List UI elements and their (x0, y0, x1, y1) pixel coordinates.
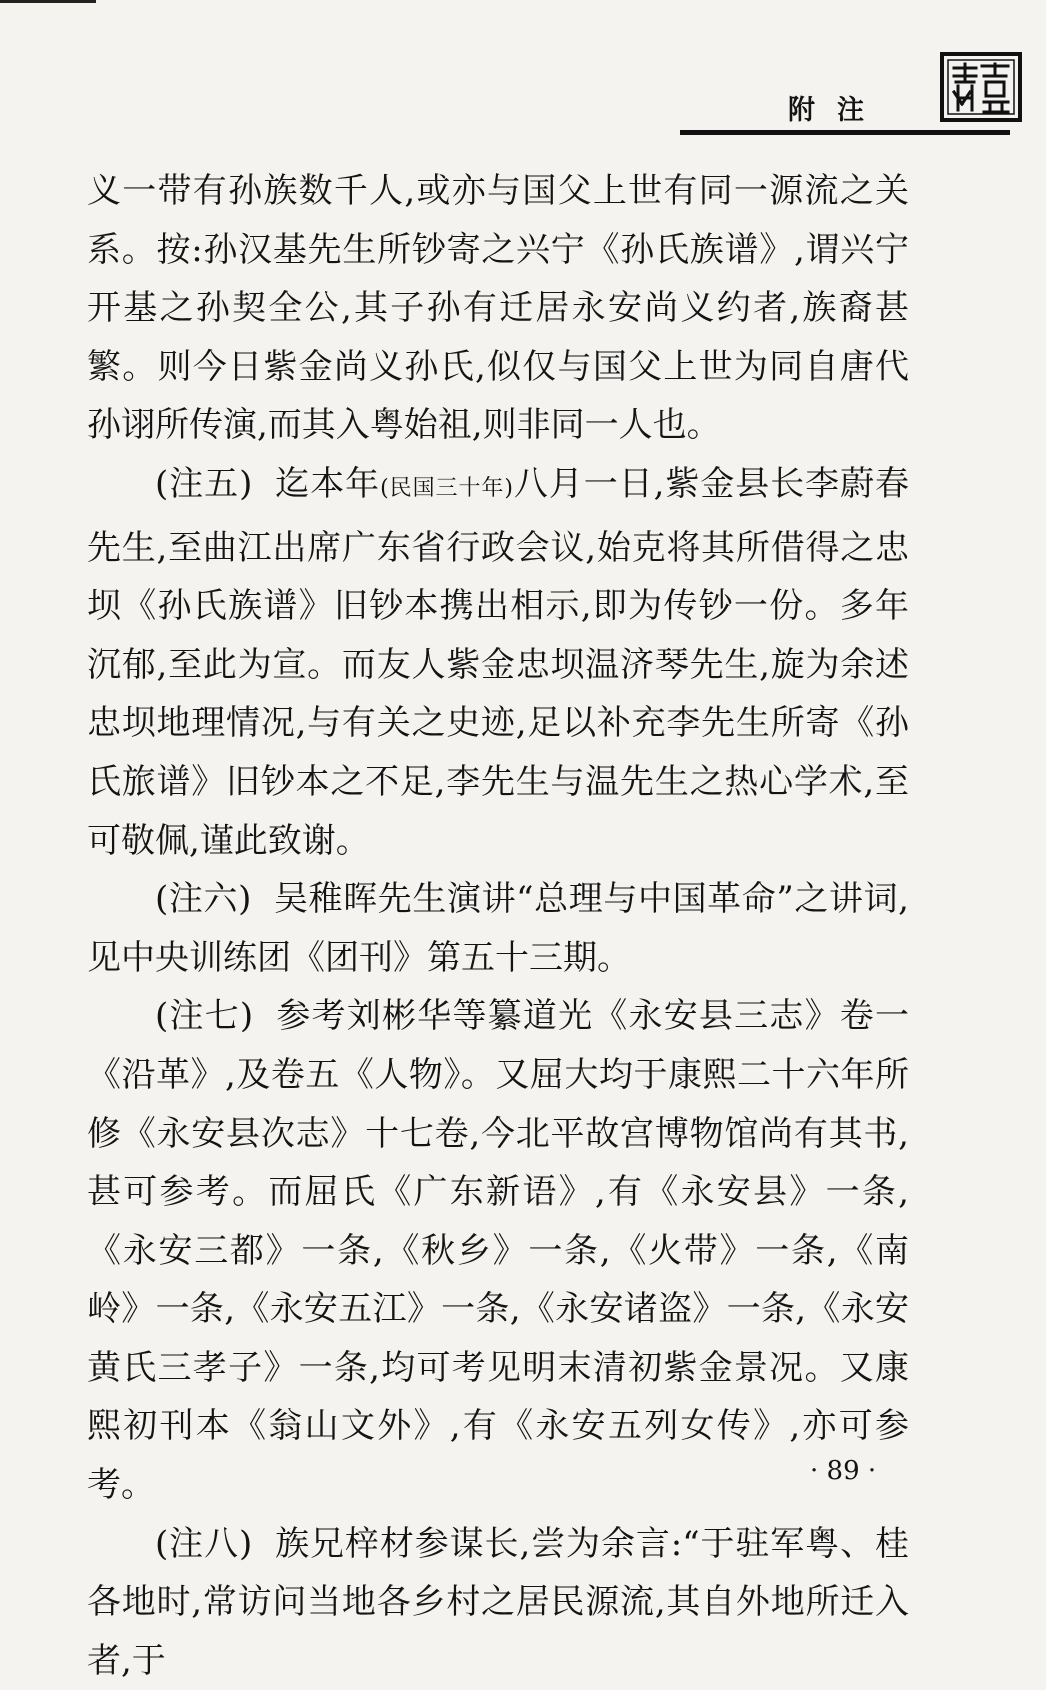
header-rule (680, 130, 1010, 135)
running-header-title: 附注 (788, 95, 886, 126)
note-text: 族兄梓材参谋长,尝为余言:“于驻军粤、桂各地时,常访问当地各乡村之居民源流,其自外地所迁入者,于 (87, 1523, 909, 1681)
top-left-rule (0, 0, 96, 3)
note-5 (87, 455, 909, 870)
note-6 (87, 870, 909, 987)
note-text: 八月一日,紫金县长李蔚春先生,至曲江出席广东省行政会议,始克将其所借得之忠坝《孙氏族谱》旧钞本携出相示,即为传钞一份。多年沉郁,至此为宣。而友人紫金忠坝温济琴先生,旋为余述忠坝地理情况,与有关之史迹,足以补充李先生所寄《孙氏旅谱》旧钞本之不足,李先生与温先生之热心学术,至可敬佩,谨此致谢。 (87, 463, 910, 861)
note-label: (注七) (155, 996, 254, 1037)
seal-logo (940, 52, 1022, 122)
note-label: (注六) (155, 879, 252, 920)
note-8 (87, 1515, 909, 1690)
note-label: (注五) (155, 463, 253, 504)
note-inline-annotation: (民国三十年) (380, 475, 513, 501)
note-label: (注八) (155, 1523, 253, 1564)
note-text-lead: 迄本年 (274, 463, 381, 504)
main-text (87, 162, 909, 1690)
page-number: · 89 · (810, 1456, 877, 1486)
note-7 (87, 987, 909, 1514)
paragraph-text: 义一带有孙族数千人,或亦与国父上世有同一源流之关系。按:孙汉基先生所钞寄之兴宁《孙氏族谱》,谓兴宁开基之孙契全公,其子孙有迁居永安尚义约者,族裔甚繁。则今日紫金尚义孙氏,似仅与国父上世为同自唐代孙诩所传演,而其入粤始祖,则非同一人也。 (87, 171, 909, 446)
note-text: 吴稚晖先生演讲“总理与中国革命”之讲词,见中央训练团《团刊》第五十三期。 (87, 879, 909, 978)
paragraph-continuation (87, 162, 909, 455)
note-text: 参考刘彬华等纂道光《永安县三志》卷一《沿革》,及卷五《人物》。又屈大均于康熙二十六年所修《永安县次志》十七卷,今北平故宫博物馆尚有其书,甚可参考。而屈氏《广东新语》,有《永安县》一条,《永安三都》一条,《秋乡》一条,《火带》一条,《南岭》一条,《永安五江》一条,《永安诸盗》一条,《永安黄氏三孝子》一条,均可考见明末清初紫金景况。又康熙初刊本《翁山文外》,有《永安五列女传》,亦可参考。 (87, 996, 910, 1506)
